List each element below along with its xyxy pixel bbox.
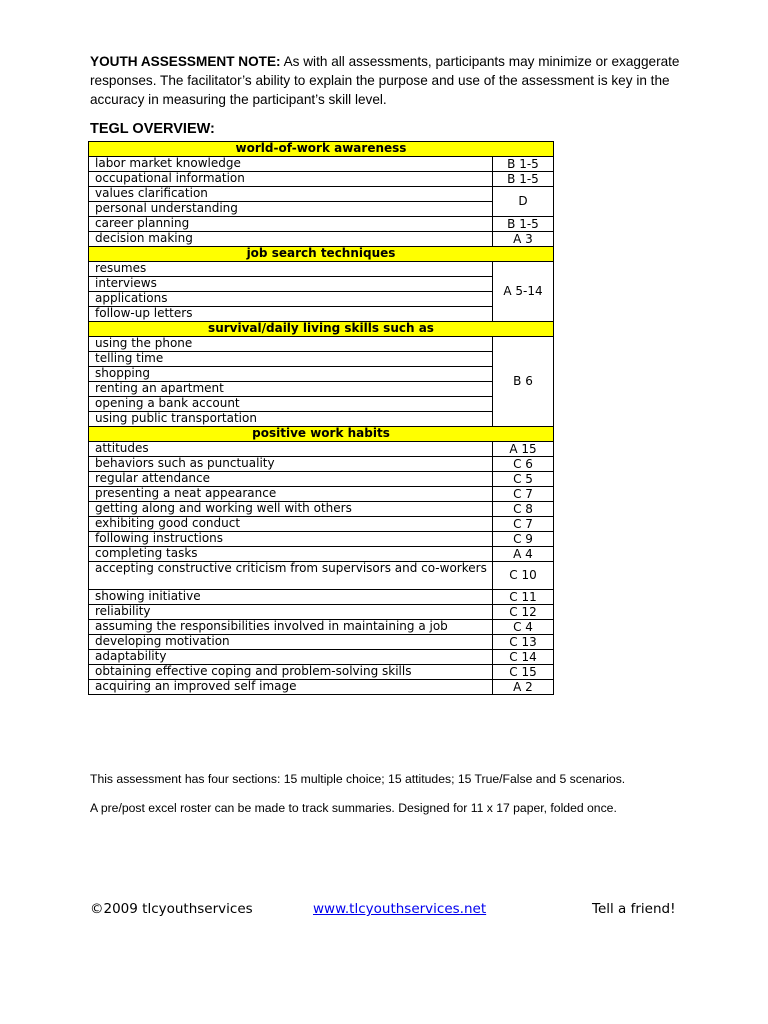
skill-label: acquiring an improved self image (89, 680, 493, 695)
summary-sections: This assessment has four sections: 15 multiple choice; 15 attitudes; 15 True/False and 5 scenarios. (90, 772, 626, 786)
skill-code: A 4 (493, 547, 554, 562)
skill-label: using the phone (89, 337, 493, 352)
summary-roster: A pre/post excel roster can be made to track summaries. Designed for 11 x 17 paper, folded once. (90, 801, 617, 815)
skill-code: C 11 (493, 590, 554, 605)
skill-label: developing motivation (89, 635, 493, 650)
skill-label: opening a bank account (89, 397, 493, 412)
skill-label: using public transportation (89, 412, 493, 427)
skill-code: A 5-14 (493, 262, 554, 322)
skill-code: A 2 (493, 680, 554, 695)
skill-label: telling time (89, 352, 493, 367)
table-row (89, 487, 554, 502)
table-row (89, 307, 554, 322)
skill-label: showing initiative (89, 590, 493, 605)
skill-label: reliability (89, 605, 493, 620)
skill-label: exhibiting good conduct (89, 517, 493, 532)
overview-title: TEGL OVERVIEW: (90, 121, 215, 137)
table-row (89, 217, 554, 232)
table-row (89, 680, 554, 695)
skill-label: follow-up letters (89, 307, 493, 322)
table-row (89, 650, 554, 665)
table-row (89, 605, 554, 620)
skill-code: C 10 (493, 562, 554, 590)
section-header: job search techniques (89, 247, 554, 262)
skill-label: labor market knowledge (89, 157, 493, 172)
skill-label: shopping (89, 367, 493, 382)
table-row (89, 665, 554, 680)
skill-code: D (493, 187, 554, 217)
table-row (89, 620, 554, 635)
table-row (89, 517, 554, 532)
skill-code: C 12 (493, 605, 554, 620)
note-label: YOUTH ASSESSMENT NOTE: (90, 54, 281, 69)
skill-label: applications (89, 292, 493, 307)
footer-website-link[interactable]: www.tlcyouthservices.net (313, 901, 487, 917)
table-row (89, 352, 554, 367)
skill-label: following instructions (89, 532, 493, 547)
skill-code: C 8 (493, 502, 554, 517)
tegl-overview-table (88, 141, 554, 695)
skill-label: getting along and working well with others (89, 502, 493, 517)
table-row (89, 562, 554, 590)
skill-label: obtaining effective coping and problem-solving skills (89, 665, 493, 680)
skill-code: C 7 (493, 517, 554, 532)
skill-label: assuming the responsibilities involved in maintaining a job (89, 620, 493, 635)
skill-label: adaptability (89, 650, 493, 665)
skill-label: attitudes (89, 442, 493, 457)
table-row (89, 337, 554, 352)
footer-tell-a-friend: Tell a friend! (592, 901, 676, 917)
skill-code: B 1-5 (493, 172, 554, 187)
table-row (89, 292, 554, 307)
skill-code: B 6 (493, 337, 554, 427)
skill-label: renting an apartment (89, 382, 493, 397)
table-row (89, 172, 554, 187)
skill-code: C 13 (493, 635, 554, 650)
table-row (89, 232, 554, 247)
skill-code: C 14 (493, 650, 554, 665)
skill-label: behaviors such as punctuality (89, 457, 493, 472)
section-header: world-of-work awareness (89, 142, 554, 157)
assessment-note (90, 52, 700, 109)
skill-code: B 1-5 (493, 217, 554, 232)
skill-code: C 9 (493, 532, 554, 547)
table-row (89, 262, 554, 277)
skill-label: values clarification (89, 187, 493, 202)
skill-label: decision making (89, 232, 493, 247)
note-text: As with all assessments, participants may minimize or exaggerate responses. The facilitator’s ability to explain the purpose and use of the assessment is key in the accuracy in measuring the participant’s skill level. (90, 54, 680, 107)
skill-label: career planning (89, 217, 493, 232)
skill-label: accepting constructive criticism from supervisors and co-workers (89, 562, 493, 590)
table-row (89, 635, 554, 650)
table-row (89, 202, 554, 217)
skill-label: regular attendance (89, 472, 493, 487)
table-row (89, 502, 554, 517)
table-row (89, 277, 554, 292)
footer-copyright: ©2009 tlcyouthservices (90, 901, 253, 917)
skill-code: C 15 (493, 665, 554, 680)
table-row (89, 397, 554, 412)
section-header: survival/daily living skills such as (89, 322, 554, 337)
table-row (89, 457, 554, 472)
table-row (89, 442, 554, 457)
skill-code: C 4 (493, 620, 554, 635)
skill-label: personal understanding (89, 202, 493, 217)
table-row (89, 472, 554, 487)
skill-code: C 6 (493, 457, 554, 472)
table-row (89, 157, 554, 172)
table-row (89, 412, 554, 427)
skill-code: C 7 (493, 487, 554, 502)
skill-label: interviews (89, 277, 493, 292)
skill-code: B 1-5 (493, 157, 554, 172)
table-row (89, 367, 554, 382)
skill-code: A 15 (493, 442, 554, 457)
table-row (89, 590, 554, 605)
skill-code: C 5 (493, 472, 554, 487)
table-row (89, 547, 554, 562)
skill-label: occupational information (89, 172, 493, 187)
section-header: positive work habits (89, 427, 554, 442)
table-row (89, 532, 554, 547)
skill-label: completing tasks (89, 547, 493, 562)
skill-code: A 3 (493, 232, 554, 247)
skill-label: presenting a neat appearance (89, 487, 493, 502)
table-row (89, 382, 554, 397)
table-row (89, 187, 554, 202)
skill-label: resumes (89, 262, 493, 277)
